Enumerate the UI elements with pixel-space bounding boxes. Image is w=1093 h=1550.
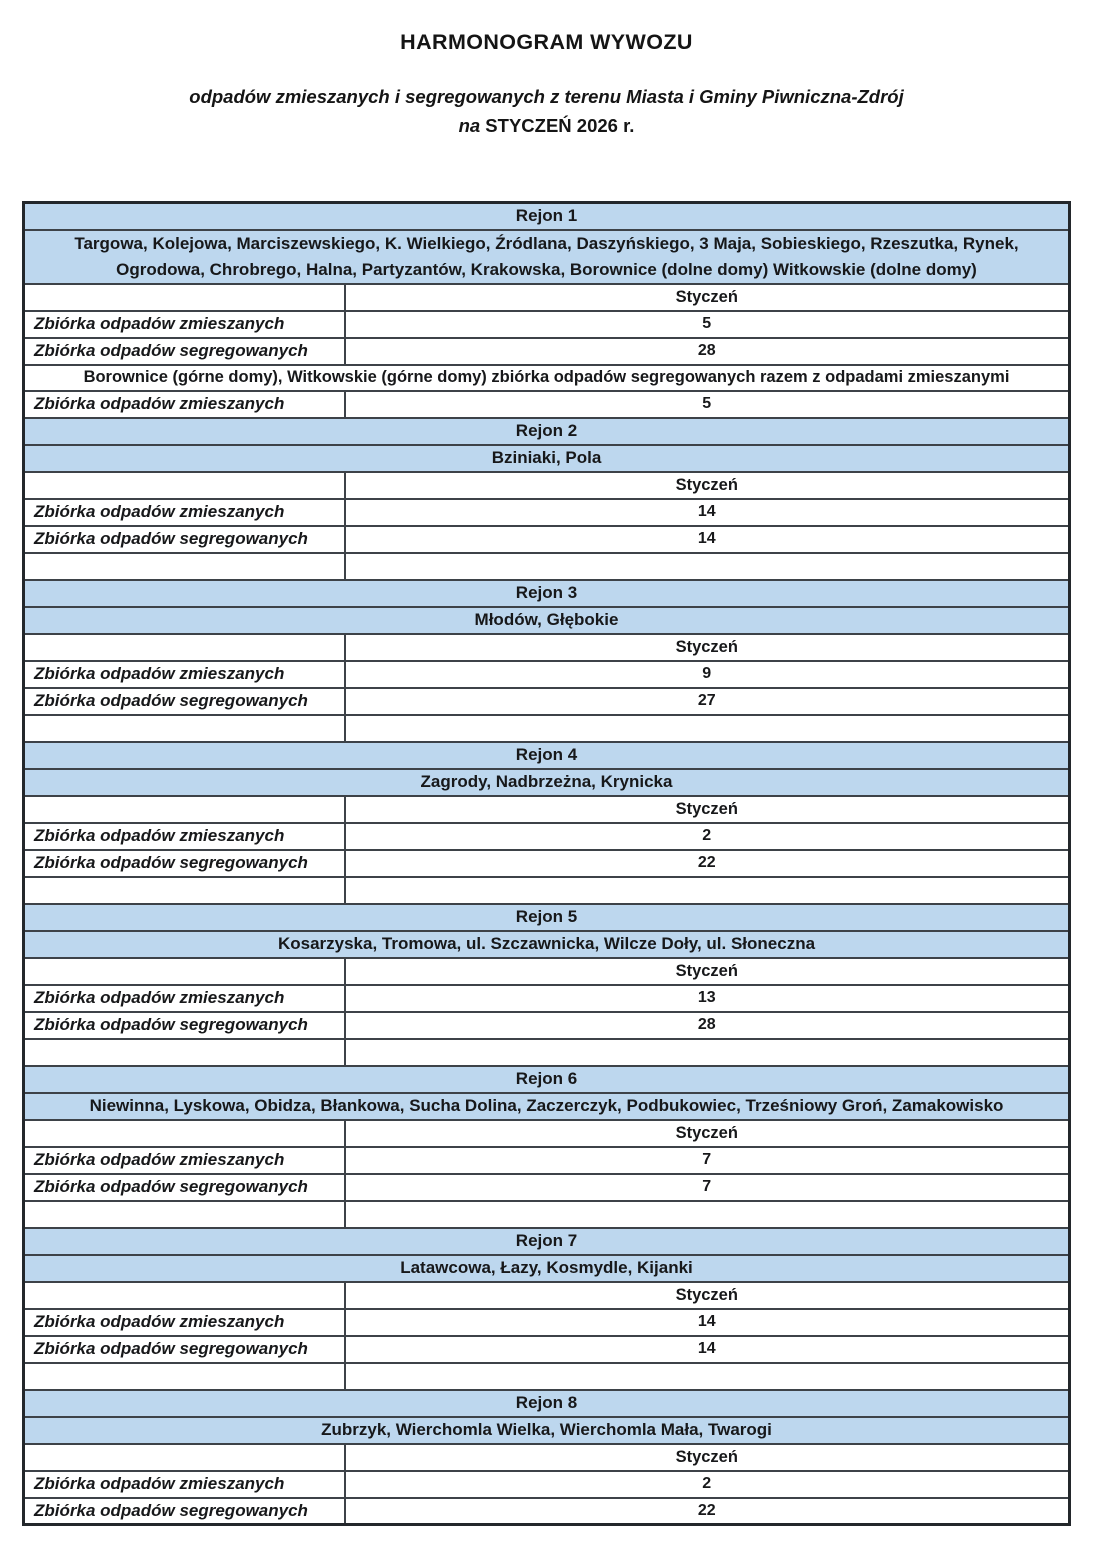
empty-row [24, 1363, 1070, 1390]
month-header-row [24, 958, 1070, 985]
collection-label: Zbiórka odpadów zmieszanych [24, 985, 345, 1012]
collection-value: 9 [345, 661, 1070, 688]
collection-label: Zbiórka odpadów segregowanych [24, 1012, 345, 1039]
region-streets: Niewinna, Lyskowa, Obidza, Błankowa, Sucha Dolina, Zaczerczyk, Podbukowiec, Trześniowy Groń, Zamakowisko [24, 1093, 1070, 1120]
month-spacer-cell [24, 634, 345, 661]
month-header-row [24, 284, 1070, 311]
month-spacer-cell [24, 1444, 345, 1471]
collection-label: Zbiórka odpadów zmieszanych [24, 499, 345, 526]
month-header-cell: Styczeń [345, 1282, 1070, 1309]
document-title: HARMONOGRAM WYWOZU [400, 30, 693, 54]
month-spacer-cell [24, 796, 345, 823]
month-spacer-cell [24, 472, 345, 499]
collection-label: Zbiórka odpadów segregowanych [24, 338, 345, 365]
region-header-row [24, 203, 1070, 230]
subtitle-month-prefix: na [458, 115, 481, 136]
collection-value: 14 [345, 1336, 1070, 1363]
spacer-cell [345, 1363, 1070, 1390]
region-header: Rejon 4 [24, 742, 1070, 769]
region-streets [24, 230, 1070, 284]
schedule-table [22, 201, 1071, 1526]
collection-label: Zbiórka odpadów segregowanych [24, 1336, 345, 1363]
collection-label: Zbiórka odpadów zmieszanych [24, 1147, 345, 1174]
region-header: Rejon 2 [24, 418, 1070, 445]
month-spacer-cell [24, 1120, 345, 1147]
collection-label: Zbiórka odpadów segregowanych [24, 1174, 345, 1201]
month-header-cell: Styczeń [345, 472, 1070, 499]
collection-row [24, 688, 1070, 715]
month-spacer-cell [24, 958, 345, 985]
month-spacer-cell [24, 284, 345, 311]
month-header-row [24, 1444, 1070, 1471]
note-row [24, 365, 1070, 391]
collection-value: 5 [345, 391, 1070, 418]
collection-value: 5 [345, 311, 1070, 338]
region-header-row [24, 418, 1070, 445]
region-streets: Zagrody, Nadbrzeżna, Krynicka [24, 769, 1070, 796]
empty-row [24, 877, 1070, 904]
collection-value: 14 [345, 526, 1070, 553]
spacer-cell [24, 715, 345, 742]
collection-row [24, 1147, 1070, 1174]
schedule-table-body [24, 203, 1070, 1525]
document-subtitle: odpadów zmieszanych i segregowanych z terenu Miasta i Gminy Piwniczna-Zdrój [189, 86, 904, 107]
region-header: Rejon 5 [24, 904, 1070, 931]
collection-value: 7 [345, 1147, 1070, 1174]
region-streets-row [24, 1093, 1070, 1120]
collection-value: 22 [345, 1498, 1070, 1525]
region-header: Rejon 6 [24, 1066, 1070, 1093]
collection-row [24, 1336, 1070, 1363]
collection-value: 2 [345, 1471, 1070, 1498]
region-streets-row [24, 607, 1070, 634]
region-streets: Młodów, Głębokie [24, 607, 1070, 634]
collection-row [24, 526, 1070, 553]
region-header-row [24, 904, 1070, 931]
month-header-row [24, 634, 1070, 661]
collection-label: Zbiórka odpadów zmieszanych [24, 1471, 345, 1498]
collection-row [24, 311, 1070, 338]
region-header-row [24, 1066, 1070, 1093]
region-streets: Latawcowa, Łazy, Kosmydle, Kijanki [24, 1255, 1070, 1282]
region-header-row [24, 580, 1070, 607]
month-header-cell: Styczeń [345, 796, 1070, 823]
collection-label: Zbiórka odpadów zmieszanych [24, 823, 345, 850]
collection-value: 28 [345, 338, 1070, 365]
region-header: Rejon 3 [24, 580, 1070, 607]
collection-row [24, 1309, 1070, 1336]
region-streets-row [24, 769, 1070, 796]
note-cell: Borownice (górne domy), Witkowskie (górne domy) zbiórka odpadów segregowanych razem z odpadami zmieszanymi [24, 365, 1070, 391]
month-header-cell: Styczeń [345, 284, 1070, 311]
empty-row [24, 1201, 1070, 1228]
region-streets-line: Ogrodowa, Chrobrego, Halna, Partyzantów, Krakowska, Borownice (dolne domy) Witkowskie (dolne domy) [116, 259, 977, 279]
region-header-row [24, 1390, 1070, 1417]
region-streets: Kosarzyska, Tromowa, ul. Szczawnicka, Wilcze Doły, ul. Słoneczna [24, 931, 1070, 958]
collection-label: Zbiórka odpadów segregowanych [24, 850, 345, 877]
collection-label: Zbiórka odpadów zmieszanych [24, 311, 345, 338]
collection-label: Zbiórka odpadów zmieszanych [24, 1309, 345, 1336]
month-header-row [24, 1282, 1070, 1309]
spacer-cell [24, 877, 345, 904]
collection-value: 22 [345, 850, 1070, 877]
collection-label: Zbiórka odpadów segregowanych [24, 688, 345, 715]
collection-row [24, 1471, 1070, 1498]
collection-row [24, 661, 1070, 688]
collection-row [24, 391, 1070, 418]
collection-row [24, 338, 1070, 365]
collection-value: 14 [345, 499, 1070, 526]
subtitle-month-text: STYCZEŃ 2026 r. [480, 115, 635, 136]
spacer-cell [345, 877, 1070, 904]
month-header-cell: Styczeń [345, 958, 1070, 985]
month-header-cell: Styczeń [345, 1444, 1070, 1471]
spacer-cell [345, 1201, 1070, 1228]
spacer-cell [24, 1201, 345, 1228]
empty-row [24, 715, 1070, 742]
region-streets-row [24, 1417, 1070, 1444]
collection-value: 13 [345, 985, 1070, 1012]
collection-row [24, 985, 1070, 1012]
collection-label: Zbiórka odpadów zmieszanych [24, 391, 345, 418]
month-header-cell: Styczeń [345, 634, 1070, 661]
collection-label: Zbiórka odpadów segregowanych [24, 526, 345, 553]
collection-row [24, 1174, 1070, 1201]
collection-label: Zbiórka odpadów zmieszanych [24, 661, 345, 688]
collection-row [24, 823, 1070, 850]
spacer-cell [24, 1363, 345, 1390]
region-header: Rejon 7 [24, 1228, 1070, 1255]
month-header-row [24, 1120, 1070, 1147]
empty-row [24, 1039, 1070, 1066]
collection-value: 7 [345, 1174, 1070, 1201]
collection-value: 28 [345, 1012, 1070, 1039]
collection-label: Zbiórka odpadów segregowanych [24, 1498, 345, 1525]
month-spacer-cell [24, 1282, 345, 1309]
region-streets-row [24, 1255, 1070, 1282]
region-streets-line: Targowa, Kolejowa, Marciszewskiego, K. Wielkiego, Źródlana, Daszyńskiego, 3 Maja, Sobieskiego, Rzeszutka, Rynek, [74, 233, 1019, 253]
spacer-cell [345, 553, 1070, 580]
empty-row [24, 553, 1070, 580]
region-streets-row [24, 445, 1070, 472]
collection-value: 14 [345, 1309, 1070, 1336]
collection-value: 2 [345, 823, 1070, 850]
month-header-row [24, 796, 1070, 823]
region-header-row [24, 1228, 1070, 1255]
collection-row [24, 850, 1070, 877]
region-header: Rejon 8 [24, 1390, 1070, 1417]
region-streets-row [24, 931, 1070, 958]
region-streets: Bziniaki, Pola [24, 445, 1070, 472]
collection-value: 27 [345, 688, 1070, 715]
document-subtitle-month [0, 115, 1093, 137]
spacer-cell [345, 1039, 1070, 1066]
month-header-row [24, 472, 1070, 499]
collection-row [24, 1498, 1070, 1525]
region-streets-row [24, 230, 1070, 284]
region-header: Rejon 1 [24, 203, 1070, 230]
spacer-cell [24, 1039, 345, 1066]
collection-row [24, 499, 1070, 526]
region-header-row [24, 742, 1070, 769]
collection-row [24, 1012, 1070, 1039]
spacer-cell [345, 715, 1070, 742]
month-header-cell: Styczeń [345, 1120, 1070, 1147]
spacer-cell [24, 553, 345, 580]
region-streets: Zubrzyk, Wierchomla Wielka, Wierchomla Mała, Twarogi [24, 1417, 1070, 1444]
